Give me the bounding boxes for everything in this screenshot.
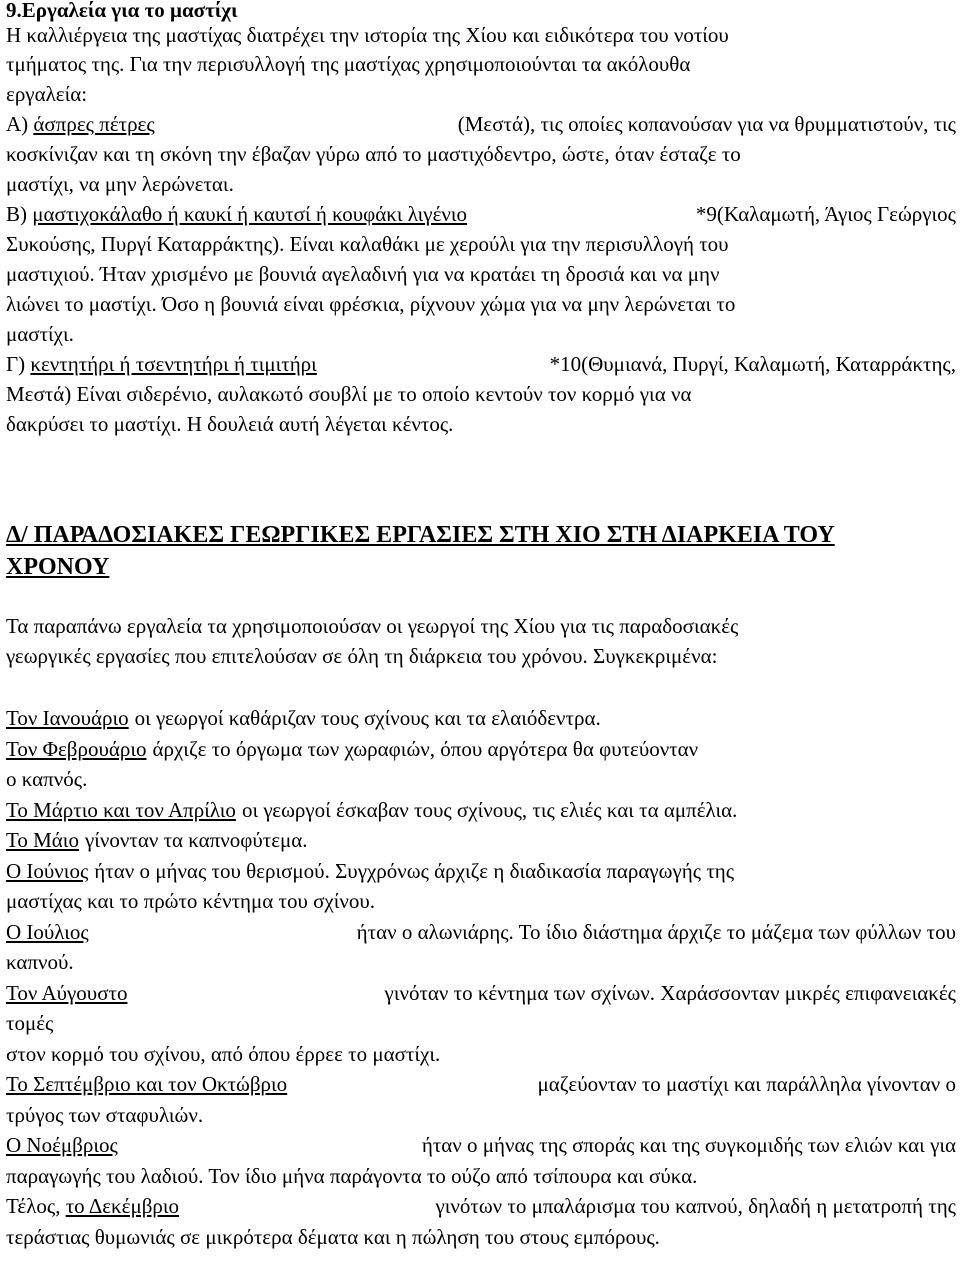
paragraph-line [6,764,956,795]
month-mar-apr [6,795,956,826]
month-label: Τον Αύγουστο [6,980,128,1005]
text-span: κοσκίνιζαν και τη σκόνη την έβαζαν γύρω από το μαστιχόδεντρο, ώστε, όταν έσταζε το [6,142,741,166]
heading-line: Δ/ ΠΑΡΑΔΟΣΙΑΚΕΣ ΓΕΩΡΓΙΚΕΣ ΕΡΓΑΣΙΕΣ ΣΤΗ ΧΙΟ ΣΤΗ ΔΙΑΡΚΕΙΑ ΤΟΥ [6,522,835,548]
text-span: Μεστά) Είναι σιδερένιο, αυλακωτό σουβλί με το οποίο κεντούν τον κορμό για να [6,382,692,406]
text-span: (Μεστά), τις οποίες κοπανούσαν για να θρυμματιστούν, τις [457,112,956,136]
text-span: τεράστιας θυμωνιάς σε μικρότερα δέματα και η πώληση του στους εμπόρους. [6,1224,660,1249]
text-span: καπνού. [6,950,74,974]
item-prefix: Γ) [6,352,26,376]
month-jul [6,917,956,948]
tool-term: κεντητήρι ή τσεντητήρι ή τιμιτήρι [30,352,317,376]
month-label: Ο Νοέμβριος [6,1133,118,1157]
month-label: Τον Ιανουάριο [6,706,129,730]
month-lead [6,1191,179,1222]
month-label: Το Μάρτιο και τον Απρίλιο [6,797,236,822]
month-jan [6,703,956,734]
text-span: Τέλος, [6,1194,61,1218]
month-label: Το Μάιο [6,828,79,852]
text-span: ήταν ο μήνας της σποράς και της συγκομιδής των ελιών και για [421,1133,956,1157]
month-lead [6,978,127,1009]
text-span: Συκούσης, Πυργί Καταρράκτης). Είναι καλαθάκι με χερούλι για την περισυλλογή του [6,232,729,256]
month-label: Τον Φεβρουάριο [6,736,147,761]
text-span: μαστιχιού. Ήταν χρισμένο με βουνιά αγελαδινή για να κρατάει τη δροσιά και να μην [6,262,720,286]
item-prefix: Β) [6,202,27,226]
paragraph-line [6,886,956,917]
paragraph-line [6,79,956,109]
tool-a-lead [6,109,155,139]
paragraph-line [6,229,956,259]
tool-term: άσπρες πέτρες [33,112,155,136]
month-lead [6,1069,287,1100]
paragraph-line [6,22,956,49]
text-span: Τα παραπάνω εργαλεία τα χρησιμοποιούσαν οι γεωργοί της Χίου για τις παραδοσιακές [6,614,739,638]
paragraph-line [6,169,956,199]
text-span: ήταν ο μήνας του θερισμού. Συγχρόνως άρχιζε η διαδικασία παραγωγής της [94,858,735,883]
month-aug [6,978,956,1009]
section-d-heading [6,519,956,583]
tool-a-line [6,109,956,139]
tool-c-lead [6,349,317,379]
text-span: άρχιζε το όργωμα των χωραφιών, όπου αργότερα θα φυτεύονταν [152,736,699,761]
paragraph-line [6,1222,956,1253]
text-span: *9(Καλαμωτή, Άγιος Γεώργιος [695,202,956,226]
month-label: Ο Ιούνιος [6,858,89,883]
text-span: οι γεωργοί έσκαβαν τους σχίνους, τις ελιές και τα αμπέλια. [241,797,738,822]
text-span: οι γεωργοί καθάριζαν τους σχίνους και τα ελαιόδεντρα. [134,706,601,730]
tool-c-line [6,349,956,379]
month-sep-oct [6,1069,956,1100]
text-span: ο καπνός. [6,767,88,791]
month-jun [6,856,956,887]
text-span: *10(Θυμιανά, Πυργί, Καλαμωτή, Καταρράκτης, [549,352,956,376]
paragraph-line [6,641,956,671]
text-span: λιώνει το μαστίχι. Όσο η βουνιά είναι φρέσκια, ρίχνουν χώμα για να μην λερώνεται το [6,292,736,316]
tool-b-line [6,199,956,229]
text-span: μαστίχι, να μην λερώνεται. [6,172,234,196]
paragraph-line [6,259,956,289]
month-dec [6,1191,956,1222]
text-span: παραγωγής του λαδιού. Τον ίδιο μήνα παράγοντα το ούζο από τσίπουρα και σύκα. [6,1163,698,1188]
text-span: Η καλλιέργεια της μαστίχας διατρέχει την ιστορία της Χίου και ειδικότερα του νοτίου [6,23,729,47]
section-d-intro [6,611,956,671]
paragraph-line [6,379,956,409]
month-lead [6,917,89,948]
tool-term: μαστιχοκάλαθο ή καυκί ή καυτσί ή κουφάκι λιγένιο [32,202,468,226]
months-list [6,703,956,1252]
text-span: εργαλεία: [6,82,88,106]
month-feb [6,734,956,765]
text-span: τμήματος της. Για την περισυλλογή της μαστίχας χρησιμοποιούνται τα ακόλουθα [6,52,691,76]
text-span: δακρύσει το μαστίχι. Η δουλειά αυτή λέγεται κέντος. [6,412,454,436]
text-span: τρύγος των σταφυλιών. [6,1102,204,1127]
month-lead [6,1130,118,1161]
text-span: ήταν ο αλωνιάρης. Το ίδιο διάστημα άρχιζε το μάζεμα των φύλλων του [356,919,956,944]
paragraph-line [6,139,956,169]
text-span: μαστίχας και το πρώτο κέντημα του σχίνου. [6,889,376,913]
paragraph-line [6,1161,956,1192]
text-span: μαστίχι. [6,322,74,346]
text-span: στον κορμό του σχίνου, από όπου έρρεε το μαστίχι. [6,1041,441,1066]
tool-b-lead [6,199,467,229]
text-span: γινότων το μπαλάρισμα του καπνού, δηλαδή η μετατροπή της [435,1194,956,1218]
paragraph-line [6,947,956,978]
month-label: Το Σεπτέμβριο και τον Οκτώβριο [6,1072,288,1096]
paragraph-line [6,1100,956,1131]
text-span: γίνονταν τα καπνοφύτεμα. [84,828,308,852]
paragraph-line [6,1039,956,1070]
paragraph-line [6,319,956,349]
paragraph-line [6,49,956,79]
paragraph-line [6,289,956,319]
text-span: γινόταν το κέντημα των σχίνων. Χαράσσονταν μικρές επιφανειακές [384,980,956,1005]
text-span: τομές [6,1011,54,1035]
text-span: γεωργικές εργασίες που επιτελούσαν σε όλη τη διάρκεια του χρόνου. Συγκεκριμένα: [6,644,718,668]
item-prefix: Α) [6,112,29,136]
section-title: 9.Εργαλεία για το μαστίχι [6,0,238,22]
month-may [6,825,956,856]
heading-line: ΧΡΟΝΟΥ [6,554,110,580]
text-span: μαζεύονταν το μαστίχι και παράλληλα γίνονταν ο [537,1072,956,1096]
month-label: Ο Ιούλιος [6,919,89,944]
month-label: το Δεκέμβριο [65,1194,180,1218]
month-nov [6,1130,956,1161]
paragraph-line [6,409,956,439]
paragraph-line [6,611,956,641]
tools-section [6,0,956,439]
paragraph-line [6,1008,956,1039]
